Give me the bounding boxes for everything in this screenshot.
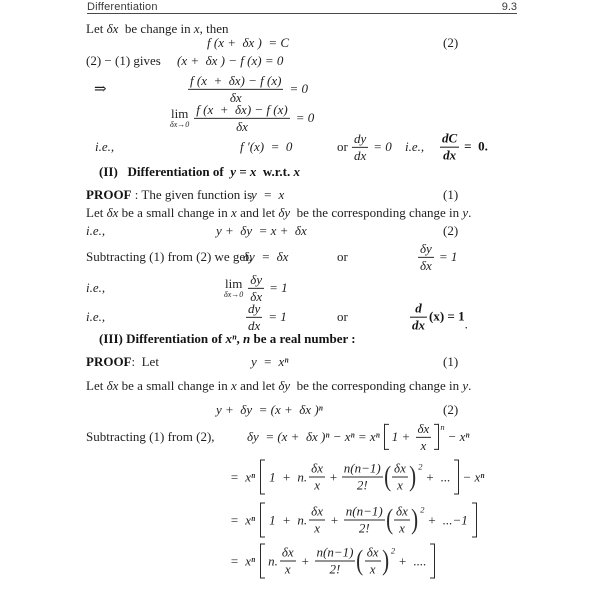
equation-f-constant: f (x + δx ) = C [207,35,290,50]
fraction: $\frac{\delta x}{x}$ [311,503,323,536]
proof-label: PROOF [86,187,132,202]
fraction: $\frac{n(n-1)}{2!}$ [316,544,354,577]
implies-symbol: ⇒ [94,81,107,98]
intro-line: Let δx be change in x , then [86,21,229,36]
expansion-row-3: = xⁿ 1 + n. $\frac{\delta x}{x}$ + $\frac{n(n-1)}{2!}$ ( $\frac{\delta x}{x}$ ) 2 + ...−1 [230,503,477,538]
dC-dx-zero: $\frac{dC}{dx}$ = 0. [442,130,488,163]
fraction: $\frac{\delta y}{\delta x}$ [420,240,432,273]
equation-dy-dx: δy = δx [243,249,289,264]
limit-operator: lim δx→0 [224,276,244,299]
proof-line: PROOF : Let [86,354,159,369]
equation-number: (2) [443,35,459,50]
or-label: or [337,249,348,264]
section-ii-heading: (II) Differentiation of y = x w.r.t. x [99,164,300,179]
left-paren: ( [383,461,391,493]
ie-label: i.e., [405,139,425,154]
fraction: $\frac{\delta x}{x}$ [417,420,430,453]
page-number: 9.3 [501,1,517,13]
running-head-title: Differentiation [87,1,158,13]
left-bracket [260,503,265,538]
paren-exponent: 2 [390,545,396,556]
fraction: $\frac{dC}{dx}$ [442,130,458,163]
or-label: or [337,309,348,324]
difference-quotient-row: $\frac{f (x + \delta x) - f (x)}{\delta x}$ = 0 [190,72,308,105]
fraction: $\frac{f (x + \delta x) - f (x)}{\delta x}$ [190,72,282,105]
dy-dx-one: $\frac{\delta y}{\delta x}$ = 1 [420,240,458,273]
limit-row: lim δx→0 $\frac{\delta y}{\delta x}$ = 1 [224,271,288,304]
fraction: $\frac{\delta x}{x}$ [396,503,408,536]
fraction: $\frac{\delta x}{x}$ [366,544,379,577]
left-paren: ( [385,504,393,536]
fraction: $\frac{d}{dx}$ [412,300,425,333]
limit-operator: lim δx→0 [170,106,190,129]
fraction: $\frac{\delta x}{x}$ [394,460,406,493]
ie-label: i.e., [95,139,115,154]
paren-exponent: 2 [420,504,425,515]
gives-label: (2) − (1) gives [86,53,161,68]
equation-number: (2) [443,402,459,417]
expansion-row-1: δy = (x + δx )ⁿ − xⁿ = xⁿ 1 + $\frac{\delta x}{x}$ n − xⁿ [247,420,470,453]
left-bracket [260,460,265,495]
expansion-row-2: = xⁿ 1 + n. $\frac{\delta x}{x}$ + $\frac{n(n-1)}{2!}$ ( $\frac{\delta x}{x}$ ) 2 + ... − xⁿ [230,460,485,493]
section-iii-heading: (III) Differentiation of xⁿ , n be a real number : [99,331,356,346]
right-bracket [454,460,459,495]
fraction: $\frac{\delta x}{x}$ [281,544,294,577]
bracket-exponent: n [440,421,445,432]
subtract-label: Subtracting (1) from (2), [86,429,215,444]
fraction: $\frac{f (x + \delta x) - f (x)}{\delta x}$ [196,101,288,134]
limit-row: lim δx→0 $\frac{f (x + \delta x) - f (x)}{\delta x}$ = 0 [170,101,315,134]
paren-exponent: 2 [418,461,423,472]
f-prime-equation: f ′(x) = 0 [240,139,293,154]
left-bracket [384,424,389,450]
proof-line: PROOF : The given function is [86,187,253,202]
dy-dx-zero: $\frac{dy}{dx}$ = 0 [354,130,392,163]
fraction: $\frac{n(n-1)}{2!}$ [345,503,383,536]
left-bracket [260,544,265,579]
right-bracket [430,544,435,579]
fraction: $\frac{dy}{dx}$ [248,300,261,333]
fraction: $\frac{\delta y}{\delta x}$ [250,271,263,304]
d-dx-x-one: $\frac{d}{dx}$ (x) = 1 . [412,300,468,333]
fraction: $\frac{n(n-1)}{2!}$ [343,460,381,493]
dy-dx-one-final: $\frac{dy}{dx}$ = 1 [248,300,287,333]
equation-y-x: y = x [251,187,285,202]
fraction: $\frac{\delta x}{x}$ [311,460,323,493]
ie-label: i.e., [86,223,106,238]
equation-binomial: y + δy = (x + δx )ⁿ [216,402,323,417]
expansion-row-4: = xⁿ n. $\frac{\delta x}{x}$ + $\frac{n(n-1)}{2!}$ ( $\frac{\delta x}{x}$ ) 2 + .... [230,544,435,579]
equation-number: (1) [443,354,459,369]
let-line: Let δx be a small change in x and let δy be the corresponding change in y . [86,205,472,220]
subtract-label: Subtracting (1) from (2) we get, [86,249,253,264]
equation-number: (1) [443,187,459,202]
left-paren: ( [356,545,364,577]
or-label: or [337,139,348,154]
equation-number: (2) [443,223,459,238]
right-paren: ) [381,545,389,577]
right-paren: ) [411,504,419,536]
right-paren: ) [409,461,417,493]
right-bracket [472,503,477,538]
equation-y-dy: y + δy = x + δx [216,223,307,238]
fraction: $\frac{dy}{dx}$ [354,130,367,163]
header-rule [87,13,517,14]
right-bracket [434,424,439,450]
ie-label: i.e., [86,309,106,324]
ie-label: i.e., [86,280,106,295]
let-line: Let δx be a small change in x and let δy be the corresponding change in y . [86,378,472,393]
equation-y-xn: y = xⁿ [251,354,289,369]
gives-equation: (x + δx ) − f (x) = 0 [177,53,284,68]
proof-label: PROOF [86,354,132,369]
